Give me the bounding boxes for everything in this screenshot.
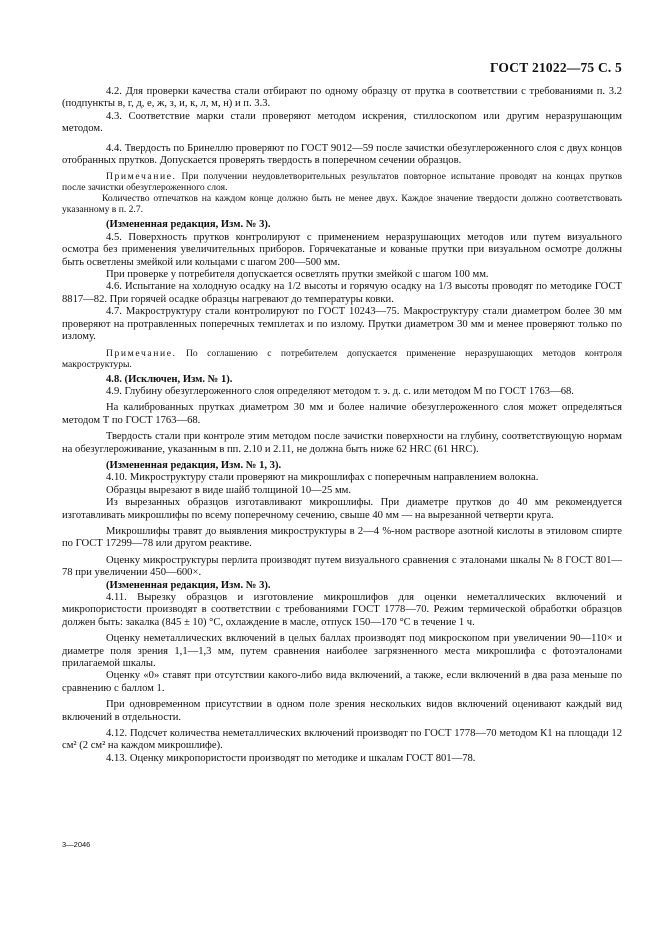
paragraph-4-10-c: Из вырезанных образцов изготавливают микрошлифы. При диаметре прутков до 40 мм рекомендуется изготавливать микрошлифы по всему поперечному сечению, свыше 40 мм — на вырезанной четверти круга. [62,497,622,521]
paragraph-4-11-c: Оценку «0» ставят при отсутствии какого-либо вида включений, а также, если включений в два раза меньше по сравнению с баллом 1. [62,670,622,694]
note-2 [62,348,622,370]
note-2-text: По соглашению с потребителем допускается применение неразрушающих методов контроля макроструктуры. [62,347,622,370]
paragraph-4-9-c: Твердость стали при контроле этим методом после зачистки поверхности на глубину, соответствующую нормам на обезуглероживание, указанным в пп. 2.10 и 2.11, не должна быть ниже 62 HRC (61 HRC). [62,431,622,455]
note-1-continuation: Количество отпечатков на каждом конце должно быть не менее двух. Каждое значение твердости должно соответствовать указанному в п. 2.7. [62,193,622,216]
paragraph-4-11-d: При одновременном присутствии в одном поле зрения нескольких видов включений оценивают каждый вид включений в отдельности. [62,699,622,723]
note-1-text: При получении неудовлетворительных результатов повторное испытание проводят на концах прутков после зачистки обезуглероженного слоя. [62,171,622,194]
paragraph-4-11: 4.11. Вырезку образцов и изготовление микрошлифов для оценки неметаллических включений и микропористости производят в соответствии с требованиями ГОСТ 1778—70. Режим термической обработки образцов должен быть: закалка (845 ± 10) °С, охлаждение в масле, отпуск 150—170 °С в течение 1 ч. [62,592,622,628]
paragraph-4-11-b: Оценку неметаллических включений в целых баллах производят под микроскопом при увеличении 90—110× и диаметре поля зрения 1,1—1,3 мм, путем сравнения наиболее загрязненного места микрошлифа с фотоэталонами прилагаемой шкалы. [62,633,622,670]
paragraph-4-5-b: При проверке у потребителя допускается осветлять прутки змейкой с шагом 100 мм. [106,269,489,281]
paragraph-4-2: 4.2. Для проверки качества стали отбирают по одному образцу от прутка в соответствии с требованиями п. 3.2 (подпункты в, г, д, е, ж, з, и, к, л, м, н) и п. 3.3. [62,86,622,110]
note-2-label: Примечание. [106,347,177,359]
paragraph-4-4: 4.4. Твердость по Бринеллю проверяют по ГОСТ 9012—59 после зачистки обезуглероженного слоя с двух концов отобранных прутков. Допускается проверять твердость в поперечном сечении образцов. [62,142,622,167]
document-body [62,86,622,765]
paragraph-4-9: 4.9. Глубину обезуглероженного слоя определяют методом т. э. д. с. или методом М по ГОСТ 1763—68. [106,385,574,397]
page-header: ГОСТ 21022—75 С. 5 [489,60,622,75]
amendment-2: (Измененная редакция, Изм. № 1, 3). [106,459,282,471]
paragraph-4-10-e: Оценку микроструктуры перлита производят путем визуального сравнения с эталонами шкалы № 8 ГОСТ 801—78 при увеличении 450—600×. [62,554,622,579]
amendment-3: (Измененная редакция, Изм. № 3). [106,579,271,591]
paragraph-4-8: 4.8. (Исключен, Изм. № 1). [106,373,233,385]
paragraph-4-12: 4.12. Подсчет количества неметаллических включений производят по ГОСТ 1778—70 методом К1 на площади 12 см² (2 см² на каждом микрошлифе). [62,728,622,752]
paragraph-4-5: 4.5. Поверхность прутков контролируют с применением неразрушающих методов или путем визуального осмотра без применения увеличительных приборов. Горячекатаные и кованые прутки при визуальном осмотре должны быть осветлены змейкой или кольцами с шагом 200—500 мм. [62,231,622,268]
paragraph-4-9-b: На калиброванных прутках диаметром 30 мм и более наличие обезуглероженного слоя может определяться методом Т по ГОСТ 1763—68. [62,402,622,426]
paragraph-4-6: 4.6. Испытание на холодную осадку на 1/2 высоты и горячую осадку на 1/3 высоты проводят по методике ГОСТ 8817—82. При горячей осадке образцы нагревают до температуры ковки. [62,281,622,305]
amendment-1: (Измененная редакция, Изм. № 3). [106,219,271,231]
paragraph-4-13: 4.13. Оценку микропористости производят по методике и шкалам ГОСТ 801—78. [106,752,476,764]
note-1 [62,171,622,193]
paragraph-4-3: 4.3. Соответствие марки стали проверяют методом искрения, стиллоскопом или другим неразрушающим методом. [62,110,622,135]
note-1-label: Примечание. [106,171,177,183]
page-footer-code: 3—2046 [62,840,91,849]
paragraph-4-7: 4.7. Макроструктуру стали контролируют по ГОСТ 10243—75. Макроструктуру стали диаметром более 30 мм проверяют на протравленных поперечных темплетах и по излому. Прутки диаметром 30 мм и менее проверяют только по излому. [62,306,622,343]
paragraph-4-10: 4.10. Микроструктуру стали проверяют на микрошлифах с поперечным направлением волокна. [106,472,539,484]
paragraph-4-10-b: Образцы вырезают в виде шайб толщиной 10—25 мм. [106,484,352,496]
paragraph-4-10-d: Микрошлифы травят до выявления микроструктуры в 2—4 %-ном растворе азотной кислоты в этиловом спирте по ГОСТ 17299—78 или другом реактиве. [62,525,622,550]
